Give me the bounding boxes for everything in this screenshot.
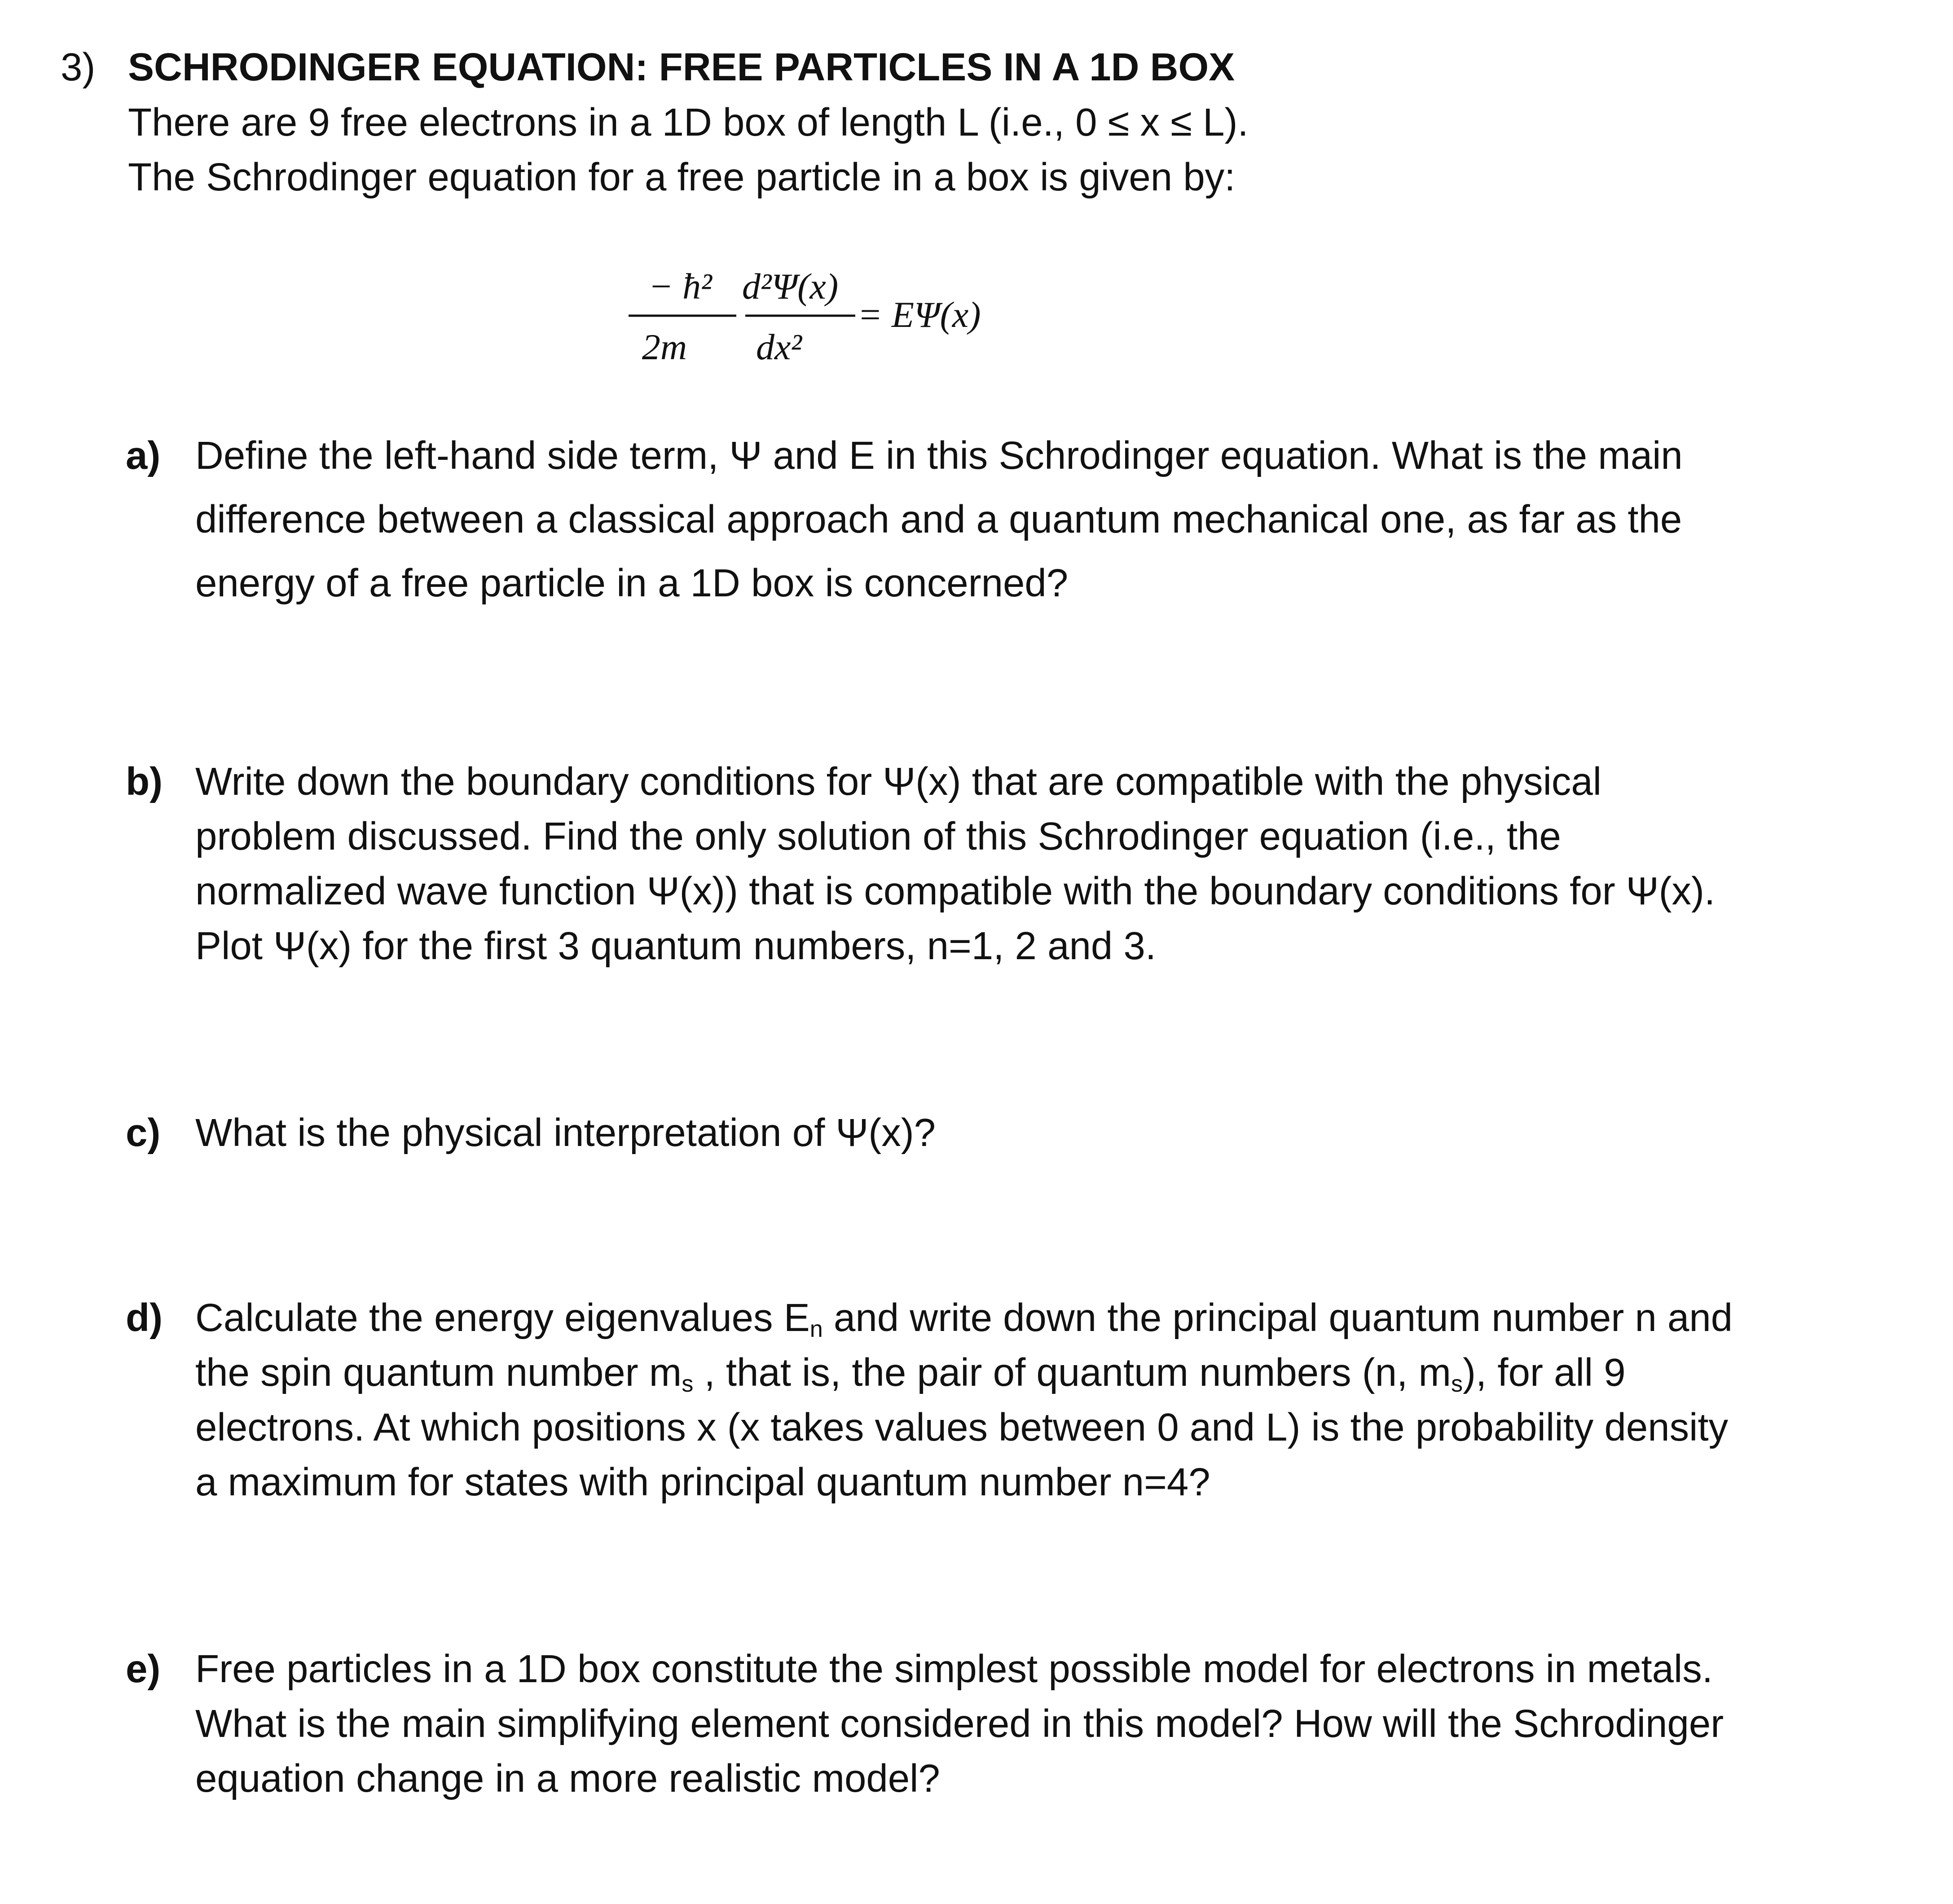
part-d-line-3: electrons. At which positions x (x takes values between 0 and L) is the probability density — [195, 1406, 1729, 1449]
part-d-line-1 — [195, 1293, 1733, 1343]
part-e-line-3: equation change in a more realistic model? — [195, 1757, 940, 1800]
part-d-label: d) — [126, 1296, 163, 1340]
intro-line-2: The Schrodinger equation for a free particle in a box is given by: — [128, 155, 1236, 199]
part-a-line-3: energy of a free particle in a 1D box is concerned? — [195, 561, 1069, 605]
part-b-label: b) — [126, 760, 163, 803]
part-d-line-2-text-a: the spin quantum number m — [195, 1351, 682, 1394]
question-number: 3) — [61, 45, 96, 89]
part-e-line-1: Free particles in a 1D box constitute the simplest possible model for electrons in metals. — [195, 1647, 1713, 1691]
part-a-line-2: difference between a classical approach and a quantum mechanical one, as far as the — [195, 498, 1682, 541]
schrodinger-equation — [620, 251, 1024, 386]
part-b-line-4: Plot Ψ(x) for the first 3 quantum numbers, n=1, 2 and 3. — [195, 924, 1156, 968]
part-c-line-1: What is the physical interpretation of Ψ(x)? — [195, 1111, 936, 1155]
eq-denominator-1: 2m — [642, 326, 687, 367]
part-d-line-2-text-b: , that is, the pair of quantum numbers (n, m — [693, 1351, 1451, 1394]
part-d-line-1-text-b: and write down the principal quantum number n and — [823, 1296, 1733, 1340]
part-d-line-2 — [195, 1348, 1626, 1397]
eq-right-hand-side: = EΨ(x) — [858, 294, 981, 335]
part-c-label: c) — [126, 1111, 161, 1155]
question-title: SCHRODINGER EQUATION: FREE PARTICLES IN A 1D BOX — [128, 45, 1235, 89]
intro-line-1: There are 9 free electrons in a 1D box of length L (i.e., 0 ≤ x ≤ L). — [128, 101, 1249, 144]
subscript-s: s — [682, 1371, 694, 1397]
part-e-label: e) — [126, 1647, 161, 1691]
subscript-s: s — [1451, 1371, 1463, 1397]
eq-numerator-2: d²Ψ(x) — [742, 266, 839, 307]
equation-svg — [620, 251, 1024, 386]
part-d-line-1-text-a: Calculate the energy eigenvalues E — [195, 1296, 810, 1340]
part-a-label: a) — [126, 434, 161, 477]
part-d-line-2-text-c: ), for all 9 — [1463, 1351, 1626, 1394]
eq-denominator-2: dx² — [756, 326, 802, 367]
subscript-n: n — [809, 1316, 823, 1343]
eq-numerator-1: − ħ² — [648, 266, 712, 307]
part-b-line-3: normalized wave function Ψ(x)) that is compatible with the boundary conditions for Ψ(x). — [195, 869, 1715, 913]
part-e-line-2: What is the main simplifying element considered in this model? How will the Schrodinger — [195, 1702, 1724, 1745]
part-d-line-4: a maximum for states with principal quantum number n=4? — [195, 1460, 1210, 1504]
part-b-line-2: problem discussed. Find the only solution of this Schrodinger equation (i.e., the — [195, 815, 1561, 858]
part-a-line-1: Define the left-hand side term, Ψ and E in this Schrodinger equation. What is the main — [195, 434, 1683, 477]
part-b-line-1: Write down the boundary conditions for Ψ(x) that are compatible with the physical — [195, 760, 1602, 803]
